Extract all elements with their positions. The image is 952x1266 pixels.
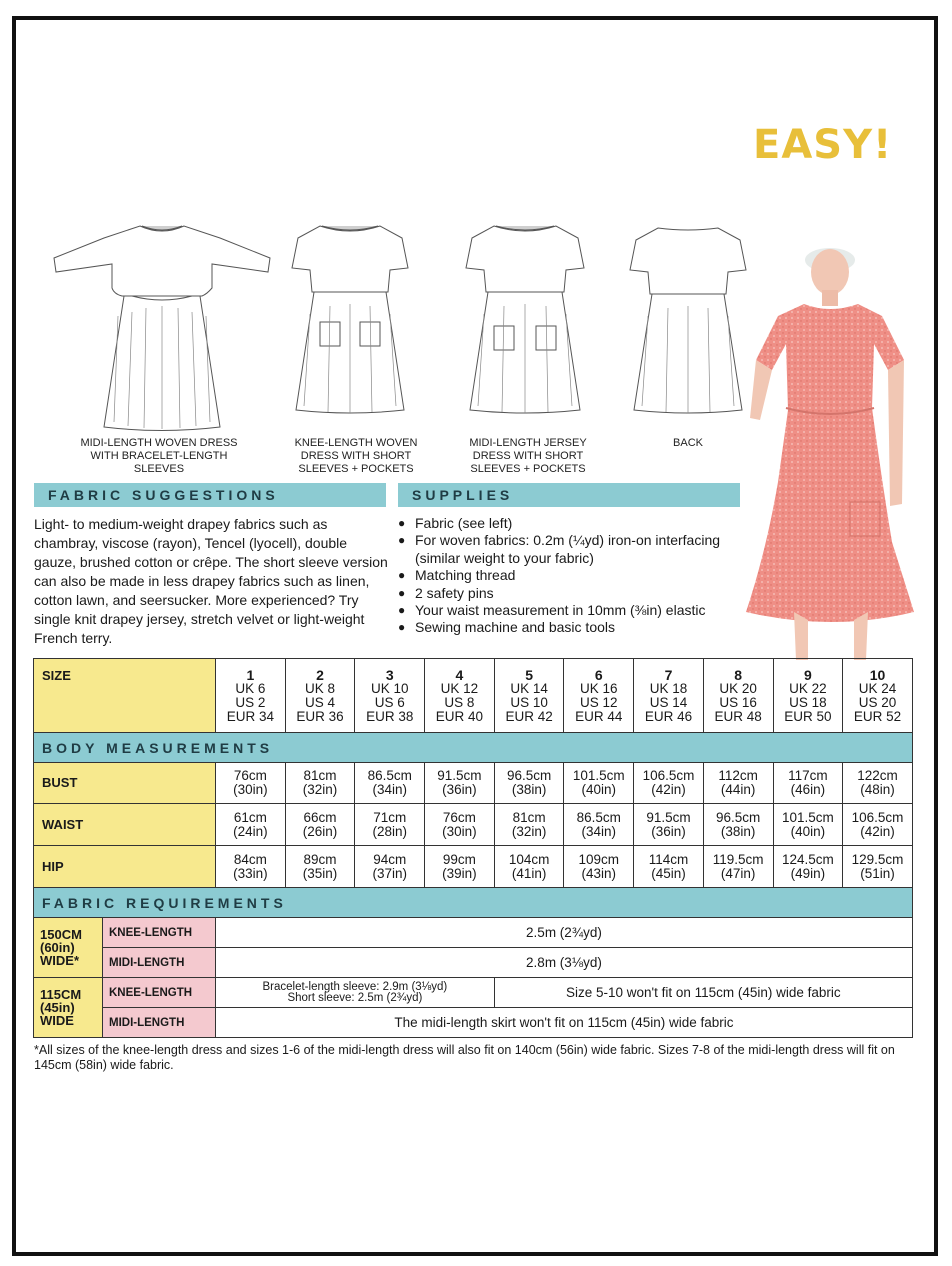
width-150-label: 150CM (60in) WIDE* (34, 918, 103, 978)
supply-item: ● Fabric (see left) (398, 515, 743, 532)
body-measurements-heading: BODY MEASUREMENTS (34, 733, 913, 763)
knee-length-pocket-dress-sketch (290, 222, 410, 417)
size-col: 8 UK 20 US 16 EUR 48 (703, 659, 773, 733)
measure-cell: 96.5cm (38in) (494, 763, 564, 804)
fabric-amount: 2.5m (2¾yd) (216, 918, 913, 948)
supplies-list (398, 515, 743, 637)
measure-cell: 91.5cm (36in) (634, 804, 704, 846)
bracelet-sleeve-dress-sketch (52, 222, 272, 437)
dress-back-sketch (628, 224, 748, 417)
garment-caption-2: KNEE-LENGTH WOVEN DRESS WITH SHORT SLEEVES + POCKETS (294, 437, 418, 475)
size-col: 4 UK 12 US 8 EUR 40 (425, 659, 495, 733)
size-col: 5 UK 14 US 10 EUR 42 (494, 659, 564, 733)
measure-cell: 112cm (44in) (703, 763, 773, 804)
fabric-115-midi-row (34, 1008, 913, 1038)
fabric-suggestions-heading: FABRIC SUGGESTIONS (34, 483, 386, 507)
measure-cell: 89cm (35in) (285, 846, 355, 888)
size-header-row (34, 659, 913, 733)
midi-length-label: MIDI-LENGTH (103, 948, 216, 978)
measure-cell: 104cm (41in) (494, 846, 564, 888)
size-col: 2 UK 8 US 4 EUR 36 (285, 659, 355, 733)
measure-cell: 96.5cm (38in) (703, 804, 773, 846)
garment-caption-3: MIDI-LENGTH JERSEY DRESS WITH SHORT SLEEVES + POCKETS (469, 437, 587, 475)
fabric-fit-note: Size 5-10 won't fit on 115cm (45in) wide fabric (494, 978, 912, 1008)
midi-length-label: MIDI-LENGTH (103, 1008, 216, 1038)
fabric-150-knee-row (34, 918, 913, 948)
footnote: *All sizes of the knee-length dress and sizes 1-6 of the midi-length dress will also fit on 140cm (56in) wide fabric. Sizes 7-8 of the midi-length dress will fit on 145cm (58in) wide fabric. (34, 1043, 895, 1072)
size-col: 9 UK 22 US 18 EUR 50 (773, 659, 843, 733)
fabric-150-midi-row (34, 948, 913, 978)
supply-item: ● Sewing machine and basic tools (398, 619, 743, 636)
width-115-label: 115CM (45in) WIDE (34, 978, 103, 1038)
measure-cell: 81cm (32in) (285, 763, 355, 804)
measure-cell: 101.5cm (40in) (564, 763, 634, 804)
measure-cell: 114cm (45in) (634, 846, 704, 888)
measure-cell: 66cm (26in) (285, 804, 355, 846)
fabric-amount-sleeve-options: Bracelet-length sleeve: 2.9m (3⅛yd) Short sleeve: 2.5m (2¾yd) (216, 978, 495, 1008)
size-label: SIZE (34, 659, 216, 733)
size-col: 6 UK 16 US 12 EUR 44 (564, 659, 634, 733)
row-label: BUST (34, 763, 216, 804)
measure-cell: 81cm (32in) (494, 804, 564, 846)
knee-length-label: KNEE-LENGTH (103, 978, 216, 1008)
supplies-heading: SUPPLIES (398, 483, 740, 507)
fabric-amount: 2.8m (3⅛yd) (216, 948, 913, 978)
hip-row (34, 846, 913, 888)
fabric-fit-note: The midi-length skirt won't fit on 115cm (45in) wide fabric (216, 1008, 913, 1038)
measure-cell: 71cm (28in) (355, 804, 425, 846)
knee-length-label: KNEE-LENGTH (103, 918, 216, 948)
measure-cell: 106.5cm (42in) (843, 804, 913, 846)
measure-cell: 91.5cm (36in) (425, 763, 495, 804)
model-in-coral-dress-photo (742, 232, 920, 660)
supply-item: ● Your waist measurement in 10mm (⅜in) elastic (398, 602, 743, 619)
measure-cell: 109cm (43in) (564, 846, 634, 888)
size-col: 3 UK 10 US 6 EUR 38 (355, 659, 425, 733)
measure-cell: 76cm (30in) (425, 804, 495, 846)
measure-cell: 86.5cm (34in) (355, 763, 425, 804)
measure-cell: 94cm (37in) (355, 846, 425, 888)
measure-cell: 124.5cm (49in) (773, 846, 843, 888)
measure-cell: 122cm (48in) (843, 763, 913, 804)
midi-pocket-dress-sketch (462, 222, 588, 417)
difficulty-badge: EASY! (753, 122, 893, 168)
measure-cell: 129.5cm (51in) (843, 846, 913, 888)
supply-item: ● Matching thread (398, 567, 743, 584)
measure-cell: 86.5cm (34in) (564, 804, 634, 846)
measure-cell: 101.5cm (40in) (773, 804, 843, 846)
fabric-115-knee-row (34, 978, 913, 1008)
measure-cell: 119.5cm (47in) (703, 846, 773, 888)
size-chart-table (33, 658, 913, 1038)
supply-item: ● For woven fabrics: 0.2m (¼yd) iron-on interfacing (similar weight to your fabric) (398, 532, 743, 567)
bust-row (34, 763, 913, 804)
measure-cell: 99cm (39in) (425, 846, 495, 888)
measure-cell: 76cm (30in) (216, 763, 286, 804)
row-label: HIP (34, 846, 216, 888)
size-col: 10 UK 24 US 20 EUR 52 (843, 659, 913, 733)
measure-cell: 61cm (24in) (216, 804, 286, 846)
measure-cell: 106.5cm (42in) (634, 763, 704, 804)
measure-cell: 117cm (46in) (773, 763, 843, 804)
garment-caption-4: BACK (673, 437, 703, 449)
row-label: WAIST (34, 804, 216, 846)
supply-item: ● 2 safety pins (398, 585, 743, 602)
size-col: 7 UK 18 US 14 EUR 46 (634, 659, 704, 733)
garment-caption-1: MIDI-LENGTH WOVEN DRESS WITH BRACELET-LENGTH SLEEVES (80, 437, 238, 475)
fabric-suggestions-text: Light- to medium-weight drapey fabrics such as chambray, viscose (rayon), Tencel (lyocell), double gauze, brushed cotton or crêpe. The short sleeve version can also be made in less drapey fabrics such as linen, cotton lawn, and seersucker. More experienced? Try single knit drapey jersey, stretch velvet or light-weight French terry. (34, 516, 388, 646)
measure-cell: 84cm (33in) (216, 846, 286, 888)
size-col: 1 UK 6 US 2 EUR 34 (216, 659, 286, 733)
fabric-requirements-heading: FABRIC REQUIREMENTS (34, 888, 913, 918)
waist-row (34, 804, 913, 846)
